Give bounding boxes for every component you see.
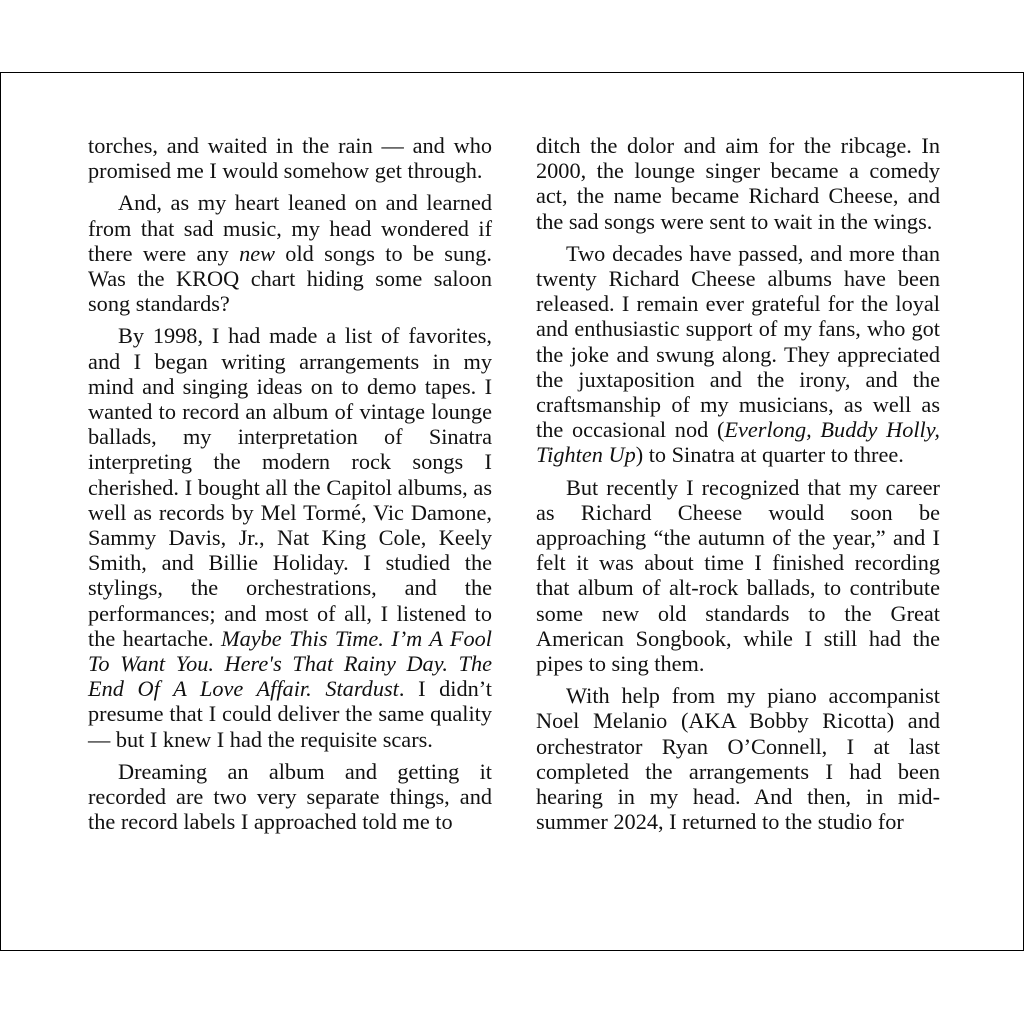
body-text: ) to Sinatra at quarter to three. [635, 442, 904, 468]
left-column [88, 133, 492, 841]
paragraph [88, 323, 492, 751]
paragraph [536, 683, 940, 834]
body-text: . I didn’t presume that I could deliver the same quality — but I knew I had the requisite scars. [88, 676, 492, 752]
italic-text: new [239, 240, 275, 266]
body-text: Two decades have passed, and more than twenty Richard Cheese albums have been released. I remain ever grateful for the loyal and enthusiastic support of my fans, who got the joke and swung along. They appreciated the juxtaposition and the irony, and the craftsmanship of my musicians, as well as the occasional nod ( [536, 240, 940, 443]
paragraph [536, 241, 940, 468]
body-text: old songs to be sung. Was the KROQ chart hiding some saloon song standards? [88, 240, 492, 317]
paragraph [536, 475, 940, 677]
body-text: Dreaming an album and getting it recorded are two very separate things, and the record labels I approached told me to [88, 758, 492, 835]
body-text: torches, and waited in the rain — and who promised me I would somehow get through. [88, 133, 492, 184]
italic-text: Maybe This Time. I’m A Fool To Want You. Here's That Rainy Day. The End Of A Love Affair. Stardust [88, 625, 492, 702]
page-spread [0, 72, 1024, 951]
italic-text: Everlong, Buddy Holly, Tighten Up [536, 417, 940, 468]
paragraph [88, 759, 492, 835]
body-text: By 1998, I had made a list of favorites, and I began writing arrangements in my mind and singing ideas on to demo tapes. I wanted to record an album of vintage lounge ballads, my interpretation of Sinatra interpreting the modern rock songs I cherished. I bought all the Capitol albums, as well as records by Mel Tormé, Vic Damone, Sammy Davis, Jr., Nat King Cole, Keely Smith, and Billie Holiday. I studied the stylings, the orchestrations, and the performances; and most of all, I listened to the heartache. [88, 323, 492, 651]
body-text: With help from my piano accompanist Noel Melanio (AKA Bobby Ricotta) and orchestrator Ryan O’Connell, I at last completed the arrangements I had been hearing in my head. And then, in mid-summer 2024, I returned to the studio for [536, 683, 940, 835]
right-column [536, 133, 940, 841]
paragraph [88, 190, 492, 316]
body-text: And, as my heart leaned on and learned from that sad music, my head wondered if there were any [88, 190, 492, 266]
body-text: But recently I recognized that my career as Richard Cheese would soon be approaching “the autumn of the year,” and I felt it was about time I finished recording that album of alt-rock ballads, to contribute some new old standards to the Great American Songbook, while I still had the pipes to sing them. [536, 474, 940, 677]
paragraph [88, 133, 492, 183]
body-text: ditch the dolor and aim for the ribcage. In 2000, the lounge singer became a comedy act, the name became Richard Cheese, and the sad songs were sent to wait in the wings. [536, 133, 940, 234]
paragraph [536, 133, 940, 234]
